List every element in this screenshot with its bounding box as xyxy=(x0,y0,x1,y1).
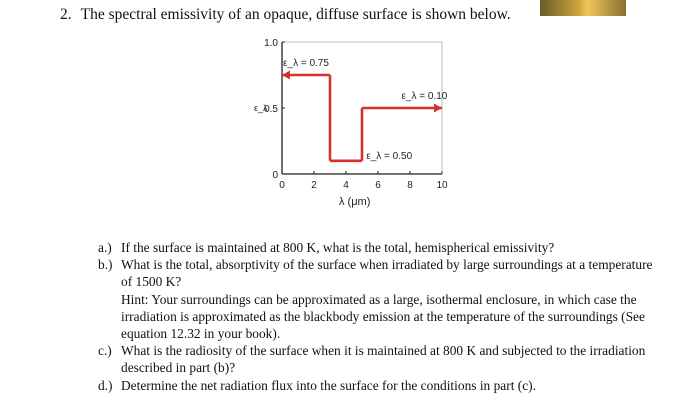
x-tick-label: 8 xyxy=(407,180,413,191)
part-a xyxy=(98,239,658,256)
y-tick-label: 1.0 xyxy=(264,38,278,49)
x-tick-label: 6 xyxy=(375,180,381,191)
x-tick-label: 10 xyxy=(436,180,448,191)
part-b-label: b.) xyxy=(98,257,113,273)
part-b-text: What is the total, absorptivity of the surface when irradiated by large surroundings at a temperature of 1500 K? xyxy=(121,257,653,290)
annotations xyxy=(283,58,448,162)
part-a-text: If the surface is maintained at 800 K, what is the total, hemispherical emissivity? xyxy=(121,240,555,255)
x-tick-label: 2 xyxy=(311,180,317,191)
question-parts xyxy=(98,239,658,394)
part-c-label: c.) xyxy=(98,343,112,359)
x-axis-label: λ (μm) xyxy=(339,196,371,208)
annotation-1: ε_λ = 0.50 xyxy=(366,150,413,162)
question-number: 2. xyxy=(60,6,72,23)
y-axis-label: ε_λ xyxy=(254,103,268,113)
part-d-label: d.) xyxy=(98,377,113,393)
y-tick-label: 0.5 xyxy=(264,104,278,115)
y-tick-label: 0 xyxy=(272,170,278,181)
left-arrowhead xyxy=(282,71,290,80)
x-tick-label: 4 xyxy=(343,180,349,191)
part-c-text: What is the radiosity of the surface when it is maintained at 800 K and subjected to the irradiation described in part (b)? xyxy=(121,343,646,376)
emissivity-chart xyxy=(226,30,456,220)
question-title xyxy=(60,6,511,24)
annotation-0: ε_λ = 0.75 xyxy=(283,58,329,69)
annotation-2: ε_λ = 0.10 xyxy=(401,91,448,102)
decorative-image-strip xyxy=(540,0,626,16)
part-a-label: a.) xyxy=(98,240,112,255)
part-d-text: Determine the net radiation flux into the surface for the conditions in part (c). xyxy=(121,377,536,393)
part-d xyxy=(98,377,658,394)
part-c xyxy=(98,342,658,376)
emissivity-series xyxy=(282,75,442,161)
right-arrowhead xyxy=(434,104,442,113)
question-text: The spectral emissivity of an opaque, diffuse surface is shown below. xyxy=(80,6,511,23)
x-tick-label: 0 xyxy=(279,180,285,191)
hint-text: Hint: Your surroundings can be approximated as a large, isothermal enclosure, in which case the irradiation is approximated as the blackbody emission at the temperature of the surroundings (See equation 12.32 in your book). xyxy=(121,291,645,342)
part-b xyxy=(98,256,658,290)
